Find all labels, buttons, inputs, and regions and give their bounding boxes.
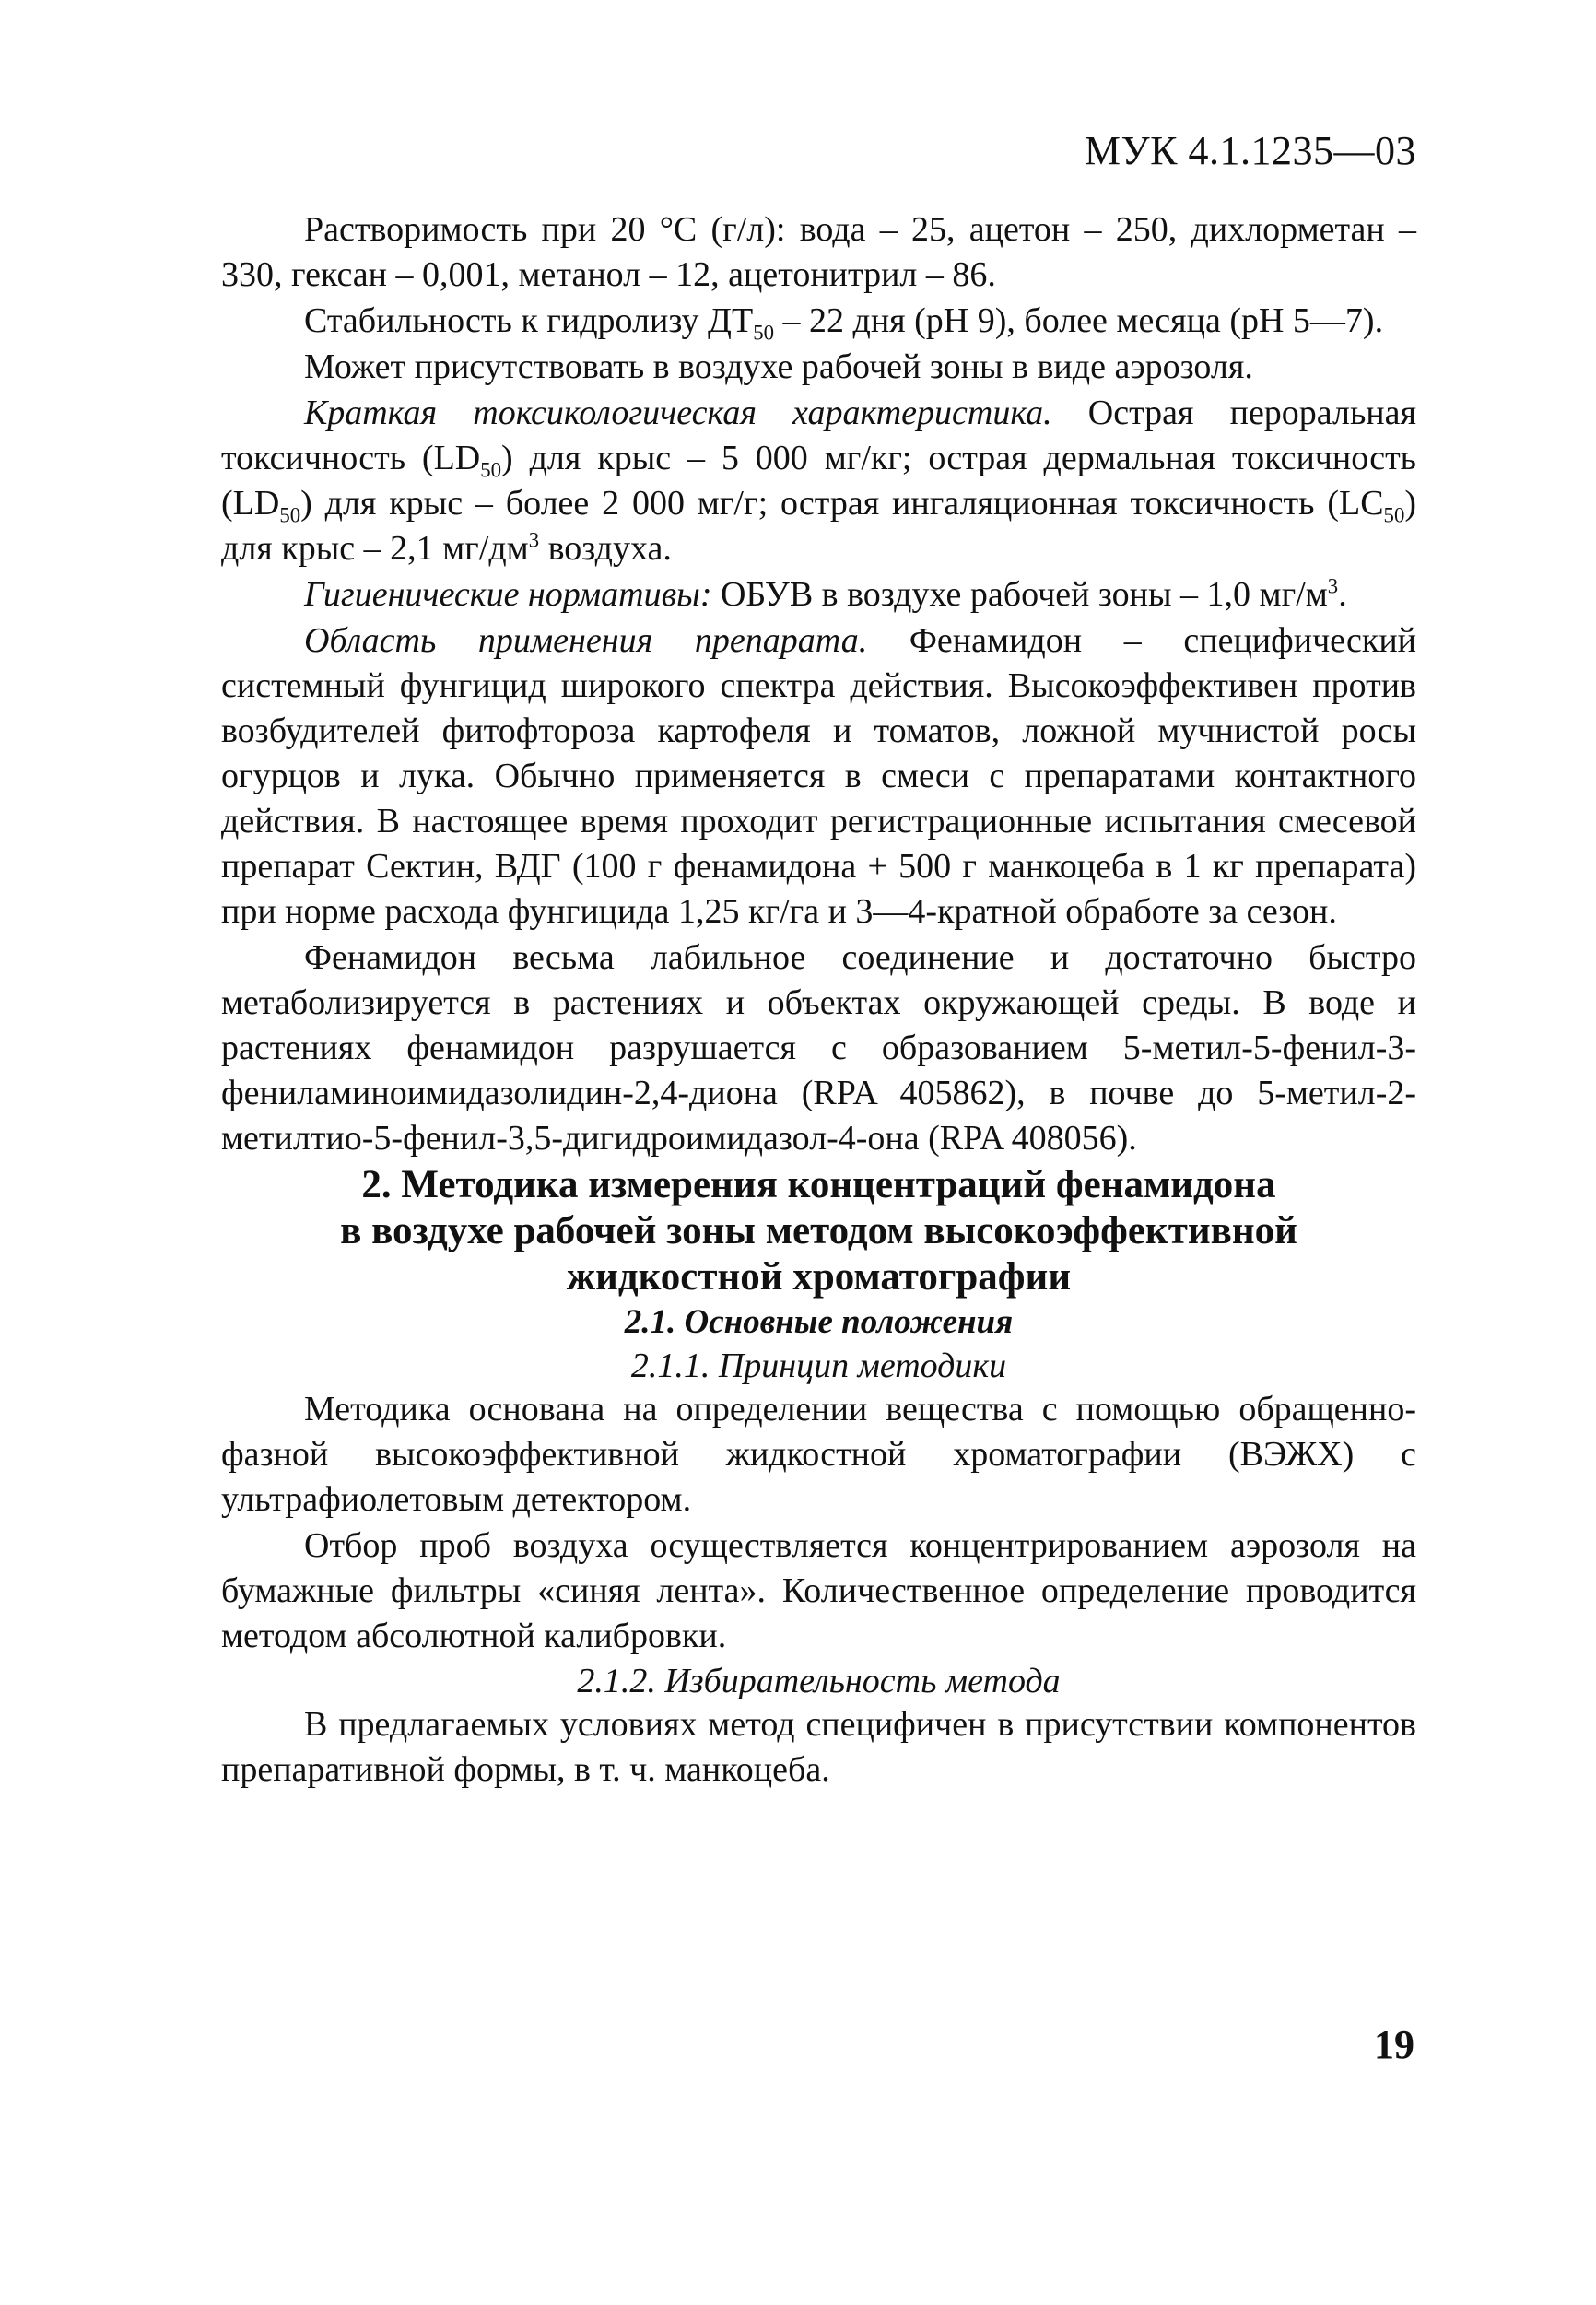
- paragraph-solubility: Растворимость при 20 °С (г/л): вода – 25, ацетон – 250, дихлорметан – 330, гексан – 0,001, метанол – 12, ацетонитрил – 86.: [221, 210, 1416, 294]
- paragraph-hygienic-norms: Гигиенические нормативы: ОБУВ в воздухе рабочей зоны – 1,0 $мг/м^3$.: [304, 574, 1347, 614]
- paragraph-sampling: Отбор проб воздуха осуществляется концентрированием аэрозоля на бумажные фильтры «синяя лента». Количественное определение проводится методом абсолютной калибровки.: [221, 1526, 1416, 1655]
- hygienic-norms-lead: Гигиенические нормативы:: [304, 575, 712, 614]
- application-area-lead: Область применения препарата.: [304, 621, 868, 660]
- subsection-title: 2.1. Основные положения: [624, 1303, 1014, 1341]
- paragraph-toxicology: Краткая токсикологическая характеристика. Острая пероральная токсичность $(LD_{50})$ для крыс – 5 000 мг/кг; острая дермальная токсичность $(LD_{50})$ для крыс – более 2 000 мг/г; острая ингаляционная токсичность $(LC_{50})$ для крыс – 2,1 $мг/дм^3$ воздуха.: [221, 394, 1417, 568]
- subsubsection-title-selectivity: 2.1.2. Избирательность метода: [577, 1662, 1061, 1700]
- paragraph-selectivity: В предлагаемых условиях метод специфичен в присутствии компонентов препаративной формы, в т. ч. манкоцеба.: [221, 1705, 1416, 1789]
- section-title: 2. Методика измерения концентраций фенамидона в воздухе рабочей зоны методом высокоэффективной жидкостной хроматографии: [340, 1163, 1297, 1299]
- paragraph-aerosol: Может присутствовать в воздухе рабочей зоны в виде аэрозоля.: [304, 347, 1253, 386]
- subsubsection-title-principle: 2.1.1. Принцип методики: [630, 1347, 1007, 1385]
- toxicology-lead: Краткая токсикологическая характеристика.: [304, 394, 1052, 432]
- paragraph-application-area: Область применения препарата. Фенамидон – специфический системный фунгицид широкого спектра действия. Высокоэффективен против возбудителей фитофтороза картофеля и томатов, ложной мучнистой росы огурцов и лука. Обычно применяется в смеси с препаратами контактного действия. В настоящее время проходит регистрационные испытания смесевой препарат Сектин, ВДГ (100 г фенамидона + 500 г манкоцеба в 1 кг препарата) при норме расхода фунгицида 1,25 кг/га и 3—4-кратной обработе за сезон.: [221, 621, 1416, 931]
- document-body: [221, 207, 1416, 1793]
- document-code: МУК 4.1.1235—03: [1084, 128, 1416, 173]
- paragraph-hydrolysis-stability: Стабильность к гидролизу $ДТ_{50} - 22$ дня (рН 9), более месяца (рН 5—7).: [304, 301, 1384, 345]
- page-number: 19: [1374, 2022, 1414, 2067]
- paragraph-metabolism: Фенамидон весьма лабильное соединение и достаточно быстро метаболизируется в растениях и объектах окружающей среды. В воде и растениях фенамидон разрушается с образованием 5-метил-5-фенил-3-фениламиноимидазолидин-2,4-диона (RPA 405862), в почве до 5-метил-2-метилтио-5-фенил-3,5-дигидроимидазол-4-она (RPA 408056).: [221, 938, 1416, 1158]
- paragraph-method-principle: Методика основана на определении вещества с помощью обращенно-фазной высокоэффективной жидкостной хроматографии (ВЭЖХ) с ультрафиолетовым детектором.: [221, 1390, 1416, 1519]
